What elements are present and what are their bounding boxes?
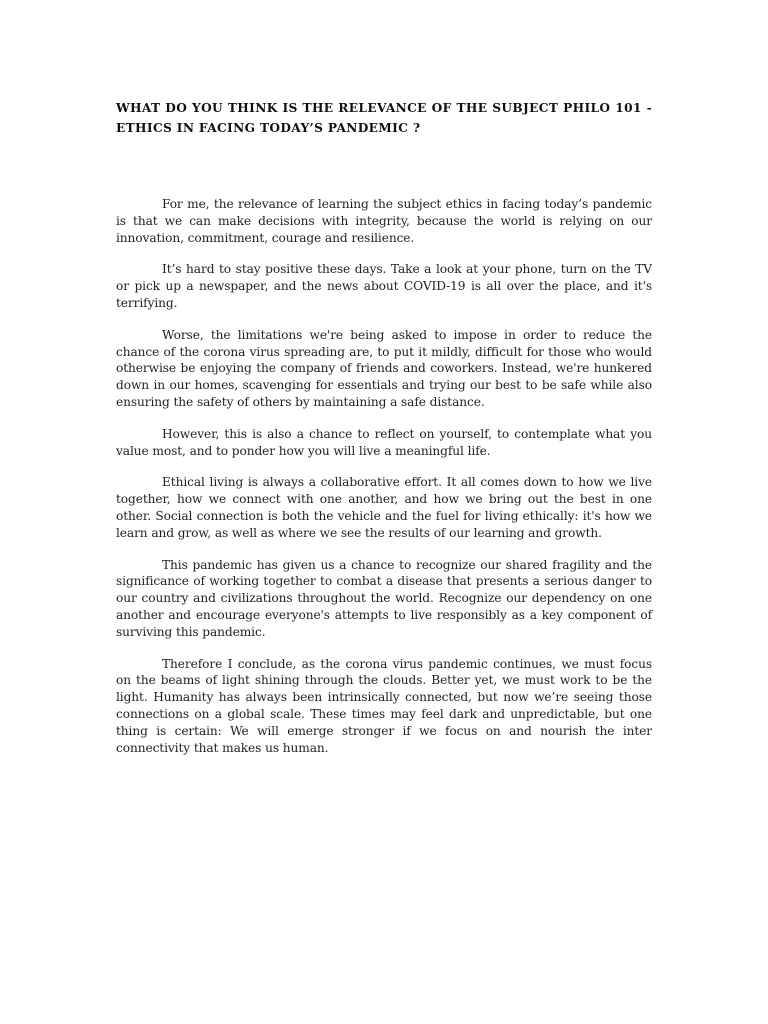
paragraph: This pandemic has given us a chance to recognize our shared fragility and the significance of working together to combat a disease that presents a serious danger to our country and civilizations throughout the world. Recognize our dependency on one another and encourage everyone's attempts to live responsibly as a key component of surviving this pandemic. (116, 557, 652, 639)
paragraph: Worse, the limitations we're being asked to impose in order to reduce the chance of the corona virus spreading are, to put it mildly, difficult for those who would otherwise be enjoying the company of friends and coworkers. Instead, we're hunkered down in our homes, scavenging for essentials and trying our best to be safe while also ensuring the safety of others by maintaining a safe distance. (116, 327, 652, 409)
paragraph: Ethical living is always a collaborative effort. It all comes down to how we live together, how we connect with one another, and how we bring out the best in one other. Social connection is both the vehicle and the fuel for living ethically: it's how we learn and grow, as well as where we see the results of our learning and growth. (116, 475, 652, 540)
document-content (116, 99, 652, 771)
paragraph: It’s hard to stay positive these days. Take a look at your phone, turn on the TV or pick up a newspaper, and the news about COVID-19 is all over the place, and it's terrifying. (116, 262, 652, 310)
paragraph: Therefore I conclude, as the corona virus pandemic continues, we must focus on the beams of light shining through the clouds. Better yet, we must work to be the light. Humanity has always been intrinsically connected, but now we’re seeing those connections on a global scale. These times may feel dark and unpredictable, but one thing is certain: We will emerge stronger if we focus on and nourish the inter connectivity that makes us human. (116, 656, 652, 755)
paragraph: However, this is also a chance to reflect on yourself, to contemplate what you value most, and to ponder how you will live a meaningful life. (116, 426, 652, 458)
paragraph: For me, the relevance of learning the subject ethics in facing today’s pandemic is that we can make decisions with integrity, because the world is relying on our innovation, commitment, courage and resilience. (116, 197, 652, 245)
document-title: WHAT DO YOU THINK IS THE RELEVANCE OF THE SUBJECT PHILO 101 - ETHICS IN FACING TODAY’S PANDEMIC ? (116, 101, 652, 135)
document-body (116, 196, 652, 756)
